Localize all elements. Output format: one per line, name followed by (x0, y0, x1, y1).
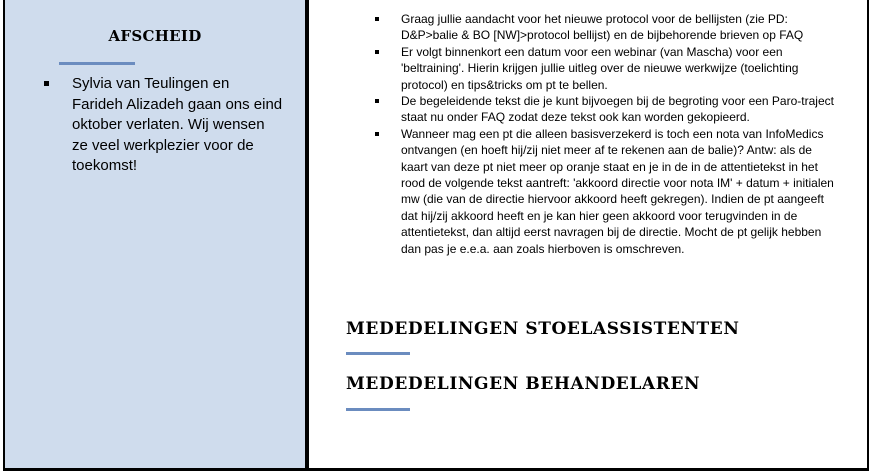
sidebar-list-item: Sylvia van Teulingen en Farideh Alizadeh gaan ons eind oktober verlaten. Wij wensen ze veel werkplezier voor de toekomst! (44, 74, 284, 177)
announcement-item: Graag jullie aandacht voor het nieuwe protocol voor de bellijsten (zie PD: D&P>balie & BO [NW]>protocol bellijst) en de bijbehorende brieven op FAQ (372, 11, 834, 44)
announcement-item: De begeleidende tekst die je kunt bijvoegen bij de begroting voor een Paro-traject staat nu onder FAQ zodat deze tekst ook kan worden gekopieerd. (372, 93, 834, 126)
sidebar-list (44, 74, 284, 177)
section-heading-rule (346, 352, 410, 355)
sidebar-panel (5, 0, 305, 468)
section-heading-stoelassistenten: MEDEDELINGEN STOELASSISTENTEN (346, 319, 740, 339)
section-heading-behandelaren: MEDEDELINGEN BEHANDELAREN (346, 374, 701, 394)
announcement-item: Wanneer mag een pt die alleen basisverzekerd is toch een nota van InfoMedics ontvangen (en hoeft hij/zij niet meer af te rekenen aan de balie)? Antw: als de kaart van deze pt niet meer op oranje staat en je in de in de attentietekst in het rood de volgende tekst aantreft: 'akkoord directie voor nota IM' + datum + initialen mw (die van de directie hiervoor akkoord heeft gekregen). Indien de pt aangeeft dat hij/zij akkoord heeft en je kan hier geen akkoord voor terugvinden in de attentietekst, dan altijd eerst navragen bij de directie. Mocht de pt gelijk hebben dan pas je e.e.a. aan zoals hierboven is omschreven. (372, 126, 834, 257)
sidebar-heading-rule (59, 62, 135, 65)
column-divider (305, 0, 309, 468)
announcement-item: Er volgt binnenkort een datum voor een webinar (van Mascha) voor een 'beltraining'. Hierin krijgen jullie uitleg over de nieuwe werkwijze (toelichting protocol) en tips&tricks om pt te bellen. (372, 44, 834, 93)
sidebar-heading: AFSCHEID (108, 27, 202, 45)
announcement-list (372, 11, 834, 257)
section-heading-rule (346, 408, 410, 411)
